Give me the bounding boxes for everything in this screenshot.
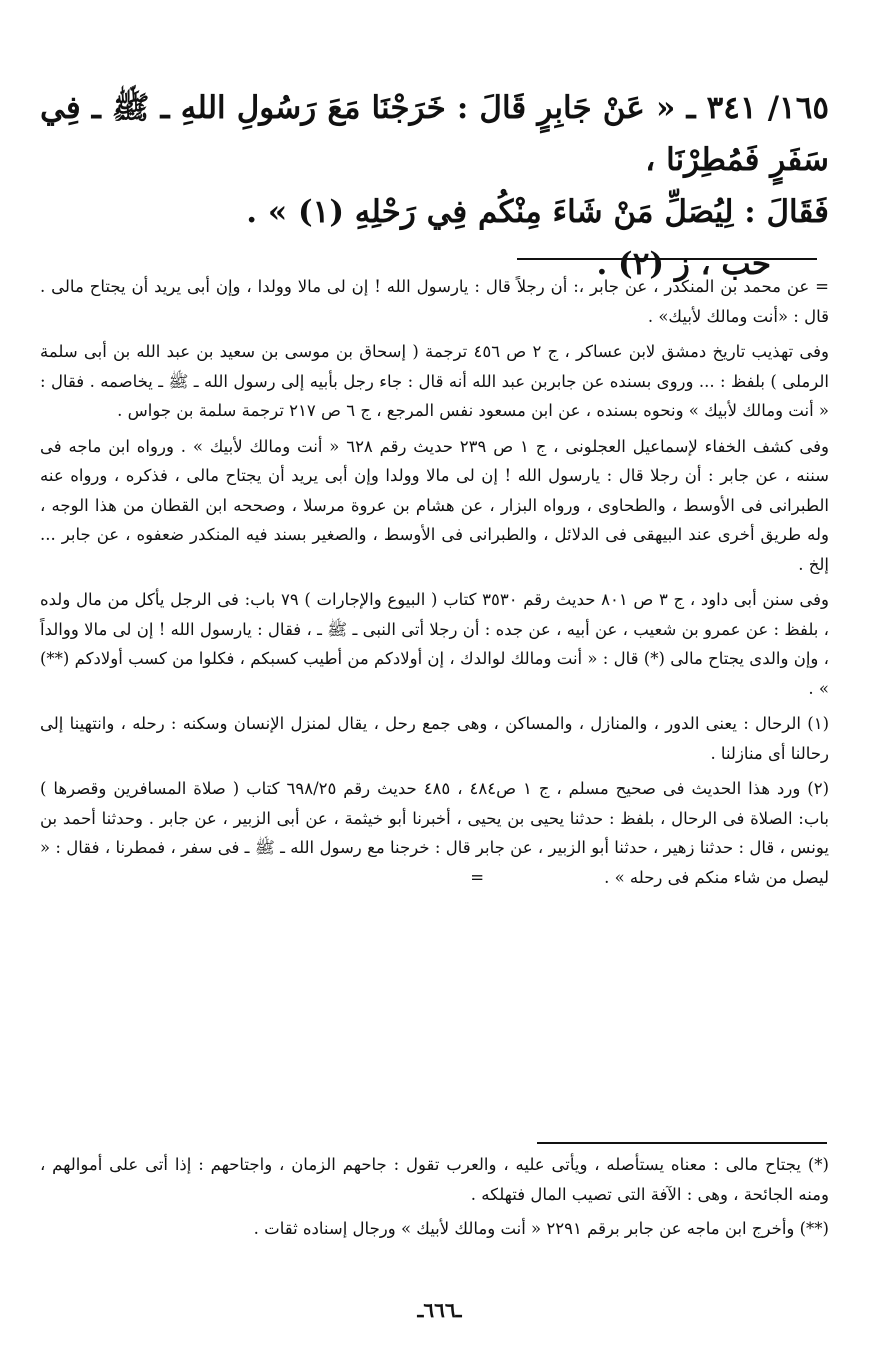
notes-block — [40, 272, 829, 892]
continuation-mark: = — [470, 867, 485, 887]
hadith-signature: حب ، ز (٢) . — [596, 246, 771, 282]
note-paragraph: وفى سنن أبى داود ، ج ٣ ص ٨٠١ حديث رقم ٣٥٣٠ كتاب ( البيوع والإجارات ) ٧٩ باب: فى الرجل يأكل من مال ولده ، بلفظ : عن عمرو بن شعيب ، عن أبيه ، عن جده : أن رجلا أتى النبى ـ ﷺ ـ ، فقال : يارسول الله ! إن لى مالا ووالداً ، وإن والدى يجتاح مالى (*) قال : « أنت ومالك لوالدك ، إن أولادكم من أطيب كسبكم ، فكلوا من كسب أولادكم (**) » . — [40, 590, 829, 698]
tail-note-star: (*) يجتاح مالى : معناه يستأصله ، ويأتى عليه ، والعرب تقول : جاحهم الزمان ، واجتاحهم : إذا أتى على أموالهم ، ومنه الجائحة ، وهى : الآفة التى تصيب المال فتهلكه . — [40, 1155, 829, 1204]
tail-note-double-star: (**) وأخرج ابن ماجه عن جابر برقم ٢٢٩١ « أنت ومالك لأبيك » ورجال إسناده ثقات . — [253, 1219, 829, 1238]
footnote-2 — [40, 774, 829, 892]
hadith-line-1: ١٦٥/ ٣٤١ ـ « عَنْ جَابِرٍ قَالَ : خَرَجْنَا مَعَ رَسُولِ اللهِ ـ ﷺ ـ فِي سَفَرٍ فَمُطِرْنَا ، — [40, 90, 829, 178]
hadith-line-2: فَقَالَ : لِيُصَلِّ مَنْ شَاءَ مِنْكُم فِي رَحْلِهِ (١) » . — [246, 194, 829, 230]
note-paragraph: وفى تهذيب تاريخ دمشق لابن عساكر ، ج ٢ ص ٤٥٦ ترجمة ( إسحاق بن موسى بن سعيد بن عبد الله بن أبى سلمة الرملى ) بلفظ : ... وروى بسنده عن جابربن عبد الله أنه قال : جاء رجل بأبيه إلى رسول الله ـ ﷺ ـ يخاصمه . فقال : « أنت ومالك لأبيك » ونحوه بسنده ، عن ابن مسعود نفس المرجع ، ج ٦ ص ٢١٧ ترجمة سلمة بن جواس . — [40, 342, 829, 420]
note-paragraph: وفى كشف الخفاء لإسماعيل العجلونى ، ج ١ ص ٢٣٩ حديث رقم ٦٢٨ « أنت ومالك لأبيك » . ورواه ابن ماجه فى سننه ، عن جابر : أن رجلا قال : يارسول الله ! إن لى مالا وولدا وإن أبى يريد أن يجتاح مالى ، فذكره ، ورواه عنه الطبرانى فى الأوسط ، والطحاوى ، ورواه البزار ، عن هشام بن عروة مرسلا ، وصححه ابن القطان من هذا الوجه ، وله طريق أخرى عند البيهقى فى الدلائل ، والطبرانى فى الأوسط ، والصغير بسند فيه المنكدر ضعفوه ، عن جابر ... إلخ . — [40, 436, 829, 574]
note-paragraph: = عن محمد بن المنكدر ، عن جابر ،: أن رجلاً قال : يارسول الله ! إن لى مالا وولدا ، وإن أبى يريد أن يجتاح مالى . قال : «أنت ومالك لأبيك» . — [40, 277, 829, 326]
footnote-1: (١) الرحال : يعنى الدور ، والمنازل ، والمساكن ، وهى جمع رحل ، يقال لمنزل الإنسان وسكنه : رحله ، وانتهينا إلى رحالنا أى منازلنا . — [40, 714, 829, 763]
page-number: ـ٦٦٦ـ — [417, 1298, 462, 1322]
tail-separator — [537, 1142, 827, 1144]
footnote-2-text: (٢) ورد هذا الحديث فى صحيح مسلم ، ج ١ ص٤٨٤ ، ٤٨٥ حديث رقم ٦٩٨/٢٥ كتاب ( صلاة المسافرين وقصرها ) باب: الصلاة فى الرحال ، بلفظ : حدثنا يحيى بن يحيى ، أخبرنا أبو خيثمة ، عن أبى الزبير ، عن جابر . وحدثنا أحمد بن يونس ، قال : حدثنا زهير ، حدثنا أبو الزبير ، عن جابر قال : خرجنا مع رسول الله ـ ﷺ ـ فى سفر ، فمطرنا ، فقال : « ليصل من شاء منكم فى رحله » . — [40, 779, 829, 887]
footnote-separator — [517, 258, 817, 260]
tail-notes-block — [40, 1150, 829, 1244]
